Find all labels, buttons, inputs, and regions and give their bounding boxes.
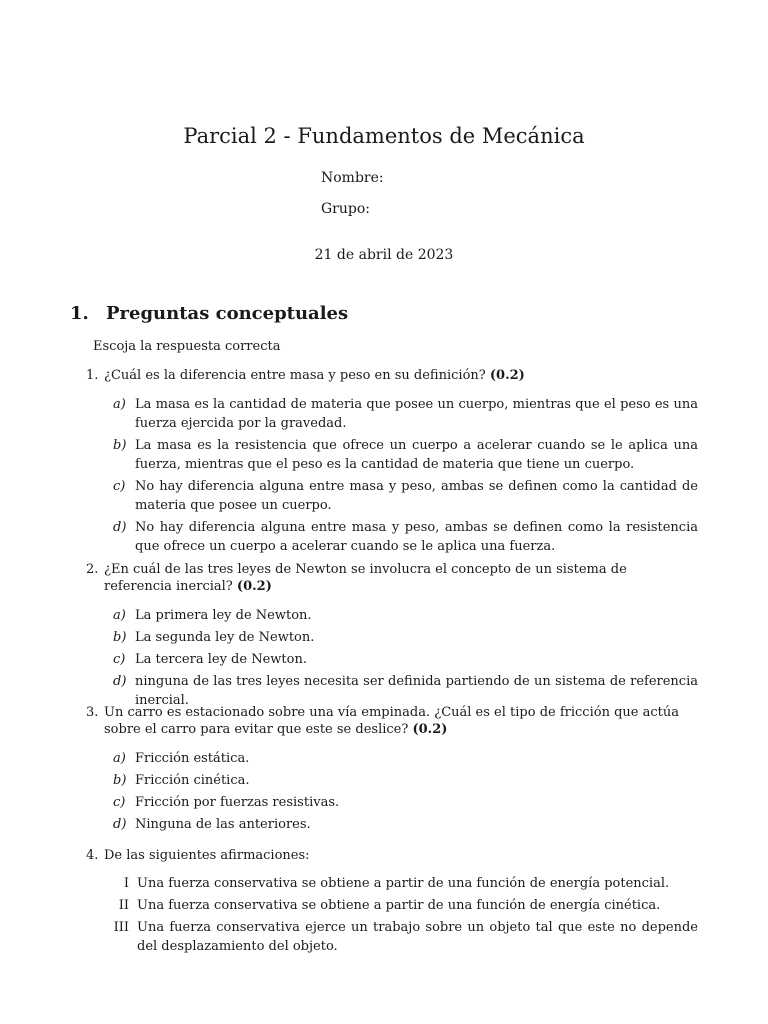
exam-title: Parcial 2 - Fundamentos de Mecánica: [183, 124, 585, 148]
section-heading: [70, 303, 348, 324]
option-label: d): [113, 520, 127, 535]
option-item: [113, 606, 698, 625]
option-item: [113, 815, 698, 834]
option-text: Ninguna de las anteriores.: [135, 817, 311, 832]
option-text: La tercera ley de Newton.: [135, 652, 307, 667]
option-label: a): [113, 608, 126, 623]
option-item: [113, 518, 698, 556]
question-points: (0.2): [236, 579, 272, 594]
option-text: No hay diferencia alguna entre masa y peso, ambas se definen como la resistencia que ofrece un cuerpo a acelerar cuando se le aplica una fuerza.: [135, 520, 698, 554]
option-item: [113, 477, 698, 515]
name-label: Nombre:: [321, 170, 384, 186]
question-3: [86, 704, 698, 738]
option-label: b): [113, 630, 127, 645]
option-item: [113, 436, 698, 474]
question-text: De las siguientes afirmaciones:: [104, 848, 310, 863]
question-points: (0.2): [412, 722, 448, 737]
option-text: No hay diferencia alguna entre masa y peso, ambas se definen como la cantidad de materia que posee un cuerpo.: [135, 479, 698, 513]
option-text: Fricción estática.: [135, 751, 250, 766]
statement-label: III: [113, 920, 129, 935]
option-text: La primera ley de Newton.: [135, 608, 312, 623]
question-1-options: [113, 395, 698, 559]
question-text: ¿En cuál de las tres leyes de Newton se involucra el concepto de un sistema de referencia inercial?: [104, 562, 627, 594]
statement-text: Una fuerza conservativa ejerce un trabajo sobre un objeto tal que este no depende del desplazamiento del objeto.: [137, 920, 698, 954]
option-text: Fricción por fuerzas resistivas.: [135, 795, 340, 810]
question-3-options: [113, 749, 698, 837]
option-label: b): [113, 773, 127, 788]
option-item: [113, 793, 698, 812]
option-text: La masa es la cantidad de materia que posee un cuerpo, mientras que el peso es una fuerza ejercida por la gravedad.: [135, 397, 698, 431]
question-2-options: [113, 606, 698, 713]
question-4: [86, 847, 698, 864]
option-label: c): [113, 795, 126, 810]
statement-item: [117, 874, 698, 893]
statement-item: [113, 918, 698, 956]
section-instruction: Escoja la respuesta correcta: [93, 339, 281, 354]
question-2: [86, 561, 698, 595]
option-item: [113, 749, 698, 768]
option-item: [113, 771, 698, 790]
option-text: ninguna de las tres leyes necesita ser definida partiendo de un sistema de referencia inercial.: [135, 674, 698, 708]
question-number: 2.: [86, 562, 99, 577]
statement-label: II: [118, 898, 129, 913]
question-text: Un carro es estacionado sobre una vía empinada. ¿Cuál es el tipo de fricción que actúa sobre el carro para evitar que este se deslice?: [104, 705, 679, 737]
question-points: (0.2): [489, 368, 525, 383]
statement-item: [117, 896, 698, 915]
option-label: a): [113, 397, 126, 412]
statement-text: Una fuerza conservativa se obtiene a partir de una función de energía cinética.: [137, 898, 661, 913]
section-title: Preguntas conceptuales: [106, 303, 349, 324]
question-number: 3.: [86, 705, 99, 720]
option-label: a): [113, 751, 126, 766]
option-item: [113, 395, 698, 433]
option-item: [113, 628, 698, 647]
question-text: ¿Cuál es la diferencia entre masa y peso en su definición?: [104, 368, 486, 383]
option-label: d): [113, 817, 127, 832]
option-label: d): [113, 674, 127, 689]
section-number: 1.: [70, 303, 89, 324]
option-label: b): [113, 438, 127, 453]
option-label: c): [113, 652, 126, 667]
option-item: [113, 650, 698, 669]
option-text: Fricción cinética.: [135, 773, 250, 788]
statement-text: Una fuerza conservativa se obtiene a partir de una función de energía potencial.: [137, 876, 670, 891]
group-label: Grupo:: [321, 201, 370, 217]
exam-date: 21 de abril de 2023: [314, 247, 454, 263]
question-4-statements: [113, 874, 698, 959]
option-text: La segunda ley de Newton.: [135, 630, 315, 645]
question-1: [86, 367, 698, 384]
question-number: 4.: [86, 848, 99, 863]
option-label: c): [113, 479, 126, 494]
option-text: La masa es la resistencia que ofrece un cuerpo a acelerar cuando se le aplica una fuerza, mientras que el peso es la cantidad de materia que tiene un cuerpo.: [135, 438, 698, 472]
statement-label: I: [123, 876, 129, 891]
question-number: 1.: [86, 368, 99, 383]
